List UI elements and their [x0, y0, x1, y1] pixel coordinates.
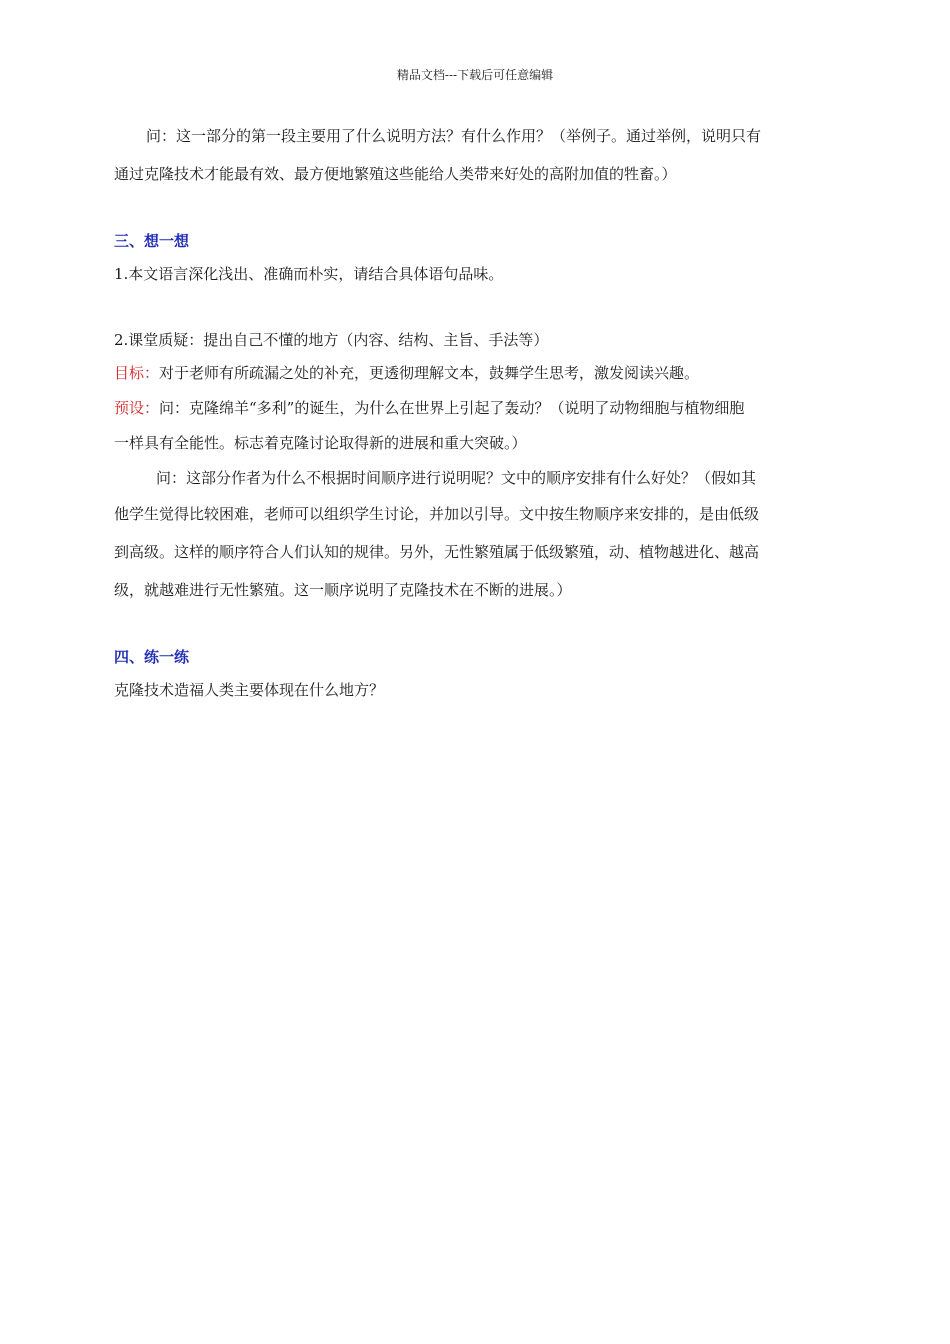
question-item: 1.本文语言深化浅出、准确而朴实，请结合具体语句品味。 [114, 265, 504, 283]
paragraph-line: 问：这部分作者为什么不根据时间顺序进行说明呢？文中的顺序安排有什么好处？（假如其 [156, 469, 757, 487]
goal-line [114, 363, 699, 383]
paragraph-line: 通过克隆技术才能最有效、最方便地繁殖这些能给人类带来好处的高附加值的牲畜。） [114, 165, 677, 183]
section-heading: 三、想一想 [114, 232, 190, 250]
preset-text: 问：克隆绵羊“多利”的诞生，为什么在世界上引起了轰动？（说明了动物细胞与植物细胞 [159, 399, 745, 417]
paragraph-line: 问：这一部分的第一段主要用了什么说明方法？有什么作用？（举例子。通过举例，说明只有 [146, 127, 762, 145]
section-heading: 四、练一练 [114, 648, 190, 666]
goal-label: 目标： [114, 364, 160, 382]
paragraph-line: 一样具有全能性。标志着克隆讨论取得新的进展和重大突破。） [114, 434, 527, 452]
question-item: 克隆技术造福人类主要体现在什么地方？ [114, 681, 385, 699]
preset-label: 预设： [114, 399, 160, 417]
paragraph-line: 级，就越难进行无性繁殖。这一顺序说明了克隆技术在不断的进展。） [114, 581, 572, 599]
goal-text: 对于老师有所疏漏之处的补充，更透彻理解文本，鼓舞学生思考，激发阅读兴趣。 [159, 364, 700, 382]
paragraph-line: 他学生觉得比较困难，老师可以组织学生讨论，并加以引导。文中按生物顺序来安排的，是由低级 [114, 505, 760, 523]
preset-line [114, 398, 744, 418]
question-item: 2.课堂质疑：提出自己不懂的地方（内容、结构、主旨、手法等） [114, 331, 549, 349]
paragraph-line: 到高级。这样的顺序符合人们认知的规律。另外，无性繁殖属于低级繁殖，动、植物越进化、越高 [114, 543, 760, 561]
page-header: 精品文档---下载后可任意编辑 [396, 68, 554, 82]
